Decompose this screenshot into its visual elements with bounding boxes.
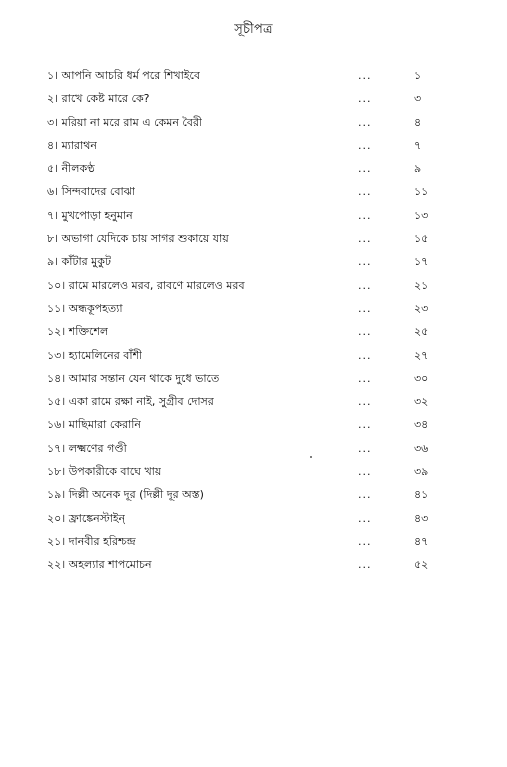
toc-leader-dots: ... [358,232,372,246]
toc-leader-dots: ... [358,208,372,222]
toc-leader-dots: ... [358,325,372,339]
toc-entry [47,111,467,134]
toc-page-number: ৫২ [414,558,429,572]
toc-page-number: ৩০ [414,371,429,385]
toc-entry [47,297,467,320]
toc-page-number: ৯ [414,162,422,176]
toc-leader-dots: ... [358,162,372,176]
toc-entry [47,483,467,506]
toc-page-number: ১৩ [414,208,429,222]
toc-entry-title: ১৪। আমার সন্তান যেন থাকে দুধে ভাতে [47,371,220,385]
toc-entry [47,460,467,483]
toc-entry-title: ১৬। মাছিমারা কেরানি [47,418,141,432]
toc-entry-title: ২। রাখে কেষ্ট মারে কে? [47,92,150,106]
toc-entry-title: ১৯। দিল্লী অনেক দূর (দিল্লী দূর অস্ত) [47,488,204,502]
toc-entry [47,227,467,250]
toc-leader-dots: ... [358,488,372,502]
toc-leader-dots: ... [358,441,372,455]
toc-page-number: ৩ [414,92,422,106]
toc-page-number: ২১ [414,278,429,292]
toc-entry [47,87,467,110]
toc-leader-dots: ... [358,301,372,315]
toc-page-number: ১ [414,69,422,82]
toc-leader-dots: ... [358,418,372,432]
toc-page-number: ৭ [414,138,422,152]
toc-entry-title: ১৮। উপকারীকে বাঘে খায় [47,465,162,479]
toc-page-number: ৪১ [414,488,429,502]
toc-page-number: ৩৬ [414,441,429,455]
toc-leader-dots: ... [358,558,372,572]
toc-page-number: ২৭ [414,348,429,362]
toc-leader-dots: ... [358,371,372,385]
toc-entry-title: ২১। দানবীর হরিশ্চন্দ্র [47,534,136,548]
toc-entry-title: ৩। মরিয়া না মরে রাম এ কেমন বৈরী [47,115,203,129]
toc-page-number: ৩২ [414,395,429,409]
toc-page-number: ৩৪ [414,418,429,432]
toc-entry-title: ১। আপনি আচরি ধর্ম পরে শিখাইবে [47,69,201,82]
toc-entry [47,134,467,157]
toc-leader-dots: ... [358,395,372,409]
toc-page-number: ১১ [414,185,429,199]
toc-entry-title: ১৫। একা রামে রক্ষা নাই, সুগ্রীব দোসর [47,395,214,409]
toc-entry [47,413,467,436]
toc-entry-title: ৮। অভাগা যেদিকে চায় সাগর শুকায়ে যায় [47,232,229,246]
toc-entry-title: ২২। অহল্যার শাপমোচন [47,558,152,572]
toc-entry-title: ১৭। লক্ষ্মণের গণ্ডী [47,441,127,455]
toc-entry [47,204,467,227]
toc-leader-dots: ... [358,255,372,269]
toc-page-number: ২৫ [414,325,429,339]
toc-leader-dots: ... [358,115,372,129]
page-title: সূচীপত্র [234,22,273,37]
toc-leader-dots: ... [358,185,372,199]
toc-page-number: ৪৭ [414,534,429,548]
toc-entry [47,180,467,203]
toc-entry [47,64,467,87]
toc-entry-title: ৪। ম্যারাথন [47,138,97,152]
toc-entry-title: ৫। নীলকণ্ঠ [47,162,95,176]
toc-entry [47,157,467,180]
toc-entry [47,250,467,273]
toc-entry-title: ১২। শক্তিশেল [47,325,109,339]
toc-entry [47,344,467,367]
toc-entry-title: ৯। কাঁটার মুকুট [47,255,111,269]
toc-page-number: ২৩ [414,301,429,315]
toc-leader-dots: ... [358,534,372,548]
toc-leader-dots: ... [358,69,372,82]
toc-page-number: ১৫ [414,232,429,246]
toc-entry [47,390,467,413]
toc-leader-dots: ... [358,92,372,106]
toc-page-number: ৪ [414,115,422,129]
toc-entry-title: ১১। অন্ধকূপহত্যা [47,301,123,315]
toc-entry [47,530,467,553]
toc-entry-title: ১৩। হ্যামেলিনের বাঁশী [47,348,143,362]
print-speck [310,456,312,458]
table-of-contents [47,64,467,577]
toc-entry [47,437,467,460]
toc-page-number: ৩৯ [414,465,429,479]
toc-entry [47,320,467,343]
toc-entry [47,367,467,390]
toc-entry [47,507,467,530]
toc-entry-title: ৭। মুখপোড়া হনুমান [47,208,133,222]
toc-leader-dots: ... [358,511,372,525]
toc-leader-dots: ... [358,138,372,152]
toc-entry-title: ১০। রামে মারলেও মরব, রাবণে মারলেও মরব [47,278,245,292]
toc-page-number: ৪৩ [414,511,429,525]
toc-page-number: ১৭ [414,255,429,269]
toc-entry [47,274,467,297]
toc-leader-dots: ... [358,348,372,362]
toc-entry [47,553,467,576]
toc-leader-dots: ... [358,278,372,292]
toc-entry-title: ৬। সিন্দবাদের বোঝা [47,185,136,199]
toc-entry-title: ২০। ফ্রাঙ্কেনস্টাইন্ [47,511,126,525]
toc-leader-dots: ... [358,465,372,479]
